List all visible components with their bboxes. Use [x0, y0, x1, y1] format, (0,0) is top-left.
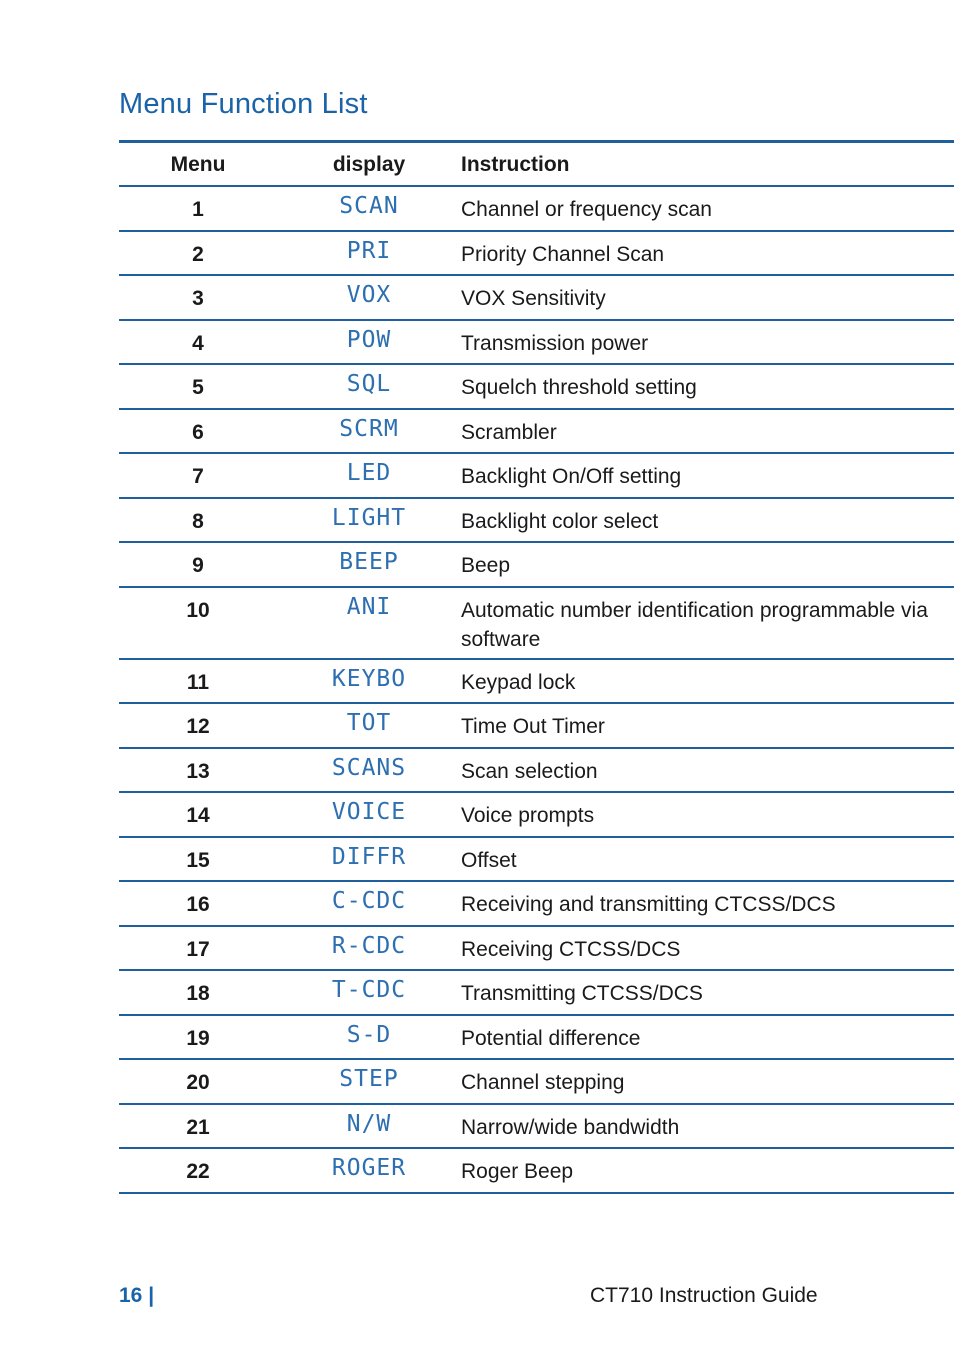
menu-number: 7 — [192, 465, 204, 488]
table-row — [119, 927, 954, 972]
display-code: PRI — [346, 237, 392, 264]
display-code: LED — [346, 460, 392, 486]
table-row — [119, 793, 954, 838]
instruction-text: Channel or frequency scan — [461, 198, 712, 221]
instruction-text: Squelch threshold setting — [461, 376, 697, 399]
instruction-text: Priority Channel Scan — [461, 242, 665, 266]
instruction-text: Potential difference — [461, 1026, 641, 1050]
instruction-text: Time Out Timer — [461, 715, 605, 738]
display-code: LIGHT — [331, 504, 407, 531]
menu-number: 21 — [186, 1115, 210, 1139]
display-code: VOICE — [331, 799, 407, 825]
table-row — [119, 187, 954, 232]
instruction-text: Offset — [461, 848, 517, 872]
instruction-text: Keypad lock — [461, 670, 576, 694]
instruction-text: VOX Sensitivity — [461, 287, 606, 310]
table-row — [119, 1149, 954, 1194]
instruction-text: Backlight On/Off setting — [461, 465, 682, 488]
table-row — [119, 882, 954, 927]
instruction-text: Receiving CTCSS/DCS — [461, 937, 681, 961]
display-code: KEYBO — [331, 665, 407, 692]
menu-number: 2 — [192, 242, 204, 266]
table-row — [119, 232, 954, 277]
menu-number: 12 — [186, 715, 210, 738]
instruction-text: Backlight color select — [461, 509, 659, 533]
table-row — [119, 499, 954, 544]
menu-number: 1 — [192, 198, 204, 221]
display-code: DIFFR — [331, 843, 407, 870]
menu-number: 11 — [186, 670, 210, 694]
table-row — [119, 454, 954, 499]
display-code: VOX — [346, 282, 392, 308]
menu-number: 4 — [192, 331, 204, 355]
display-code: R-CDC — [331, 932, 407, 959]
display-code: T-CDC — [331, 977, 407, 1003]
menu-number: 3 — [192, 287, 204, 310]
display-code: N/W — [346, 1110, 392, 1137]
display-code: SQL — [346, 371, 392, 397]
menu-number: 5 — [192, 376, 204, 399]
menu-number: 18 — [186, 982, 210, 1005]
instruction-text: Transmitting CTCSS/DCS — [461, 982, 703, 1005]
table-row — [119, 321, 954, 366]
instruction-text: Narrow/wide bandwidth — [461, 1115, 680, 1139]
display-code: TOT — [346, 710, 392, 736]
table-row — [119, 660, 954, 705]
menu-number: 9 — [192, 554, 204, 577]
header-display: display — [332, 153, 406, 176]
instruction-text: Voice prompts — [461, 804, 595, 827]
instruction-text: Scrambler — [461, 420, 557, 444]
page-number: 16 | — [119, 1284, 155, 1307]
instruction-text: Scan selection — [461, 759, 598, 783]
instruction-text: Transmission power — [461, 331, 649, 355]
table-header-row — [119, 143, 954, 187]
instruction-text: Receiving and transmitting CTCSS/DCS — [461, 893, 836, 916]
menu-function-table — [119, 140, 954, 1194]
display-code: SCRM — [339, 415, 399, 442]
table-row — [119, 276, 954, 321]
table-row — [119, 588, 954, 660]
menu-number: 14 — [186, 804, 210, 827]
menu-number: 17 — [186, 937, 210, 961]
menu-number: 6 — [192, 420, 204, 444]
menu-number: 20 — [186, 1071, 210, 1094]
display-code: STEP — [339, 1066, 399, 1092]
display-code: SCANS — [331, 754, 407, 781]
table-row — [119, 749, 954, 794]
table-row — [119, 543, 954, 588]
display-code: BEEP — [339, 549, 399, 575]
display-code: C-CDC — [331, 888, 407, 914]
menu-number: 19 — [186, 1026, 210, 1050]
page-title: Menu Function List — [119, 88, 368, 120]
header-menu: Menu — [170, 153, 226, 176]
display-code: POW — [346, 326, 392, 353]
menu-number: 22 — [186, 1160, 210, 1183]
table-row — [119, 1105, 954, 1150]
display-code: SCAN — [339, 193, 399, 219]
instruction-text: Channel stepping — [461, 1071, 625, 1094]
display-code: ANI — [346, 593, 392, 620]
menu-number: 10 — [186, 598, 210, 622]
table-row — [119, 838, 954, 883]
header-instruction: Instruction — [461, 153, 570, 176]
menu-number: 15 — [186, 848, 210, 872]
table-row — [119, 365, 954, 410]
display-code: ROGER — [331, 1155, 407, 1181]
menu-number: 13 — [186, 759, 210, 783]
table-row — [119, 971, 954, 1016]
instruction-text: Beep — [461, 554, 511, 577]
table-row — [119, 1060, 954, 1105]
guide-name: CT710 Instruction Guide — [590, 1284, 818, 1307]
menu-number: 16 — [186, 893, 210, 916]
display-code: S-D — [346, 1021, 392, 1048]
instruction-text: Roger Beep — [461, 1160, 574, 1183]
instruction-text: Automatic number identification programmable via software — [461, 598, 928, 651]
table-row — [119, 1016, 954, 1061]
menu-number: 8 — [192, 509, 204, 533]
table-row — [119, 410, 954, 455]
table-row — [119, 704, 954, 749]
